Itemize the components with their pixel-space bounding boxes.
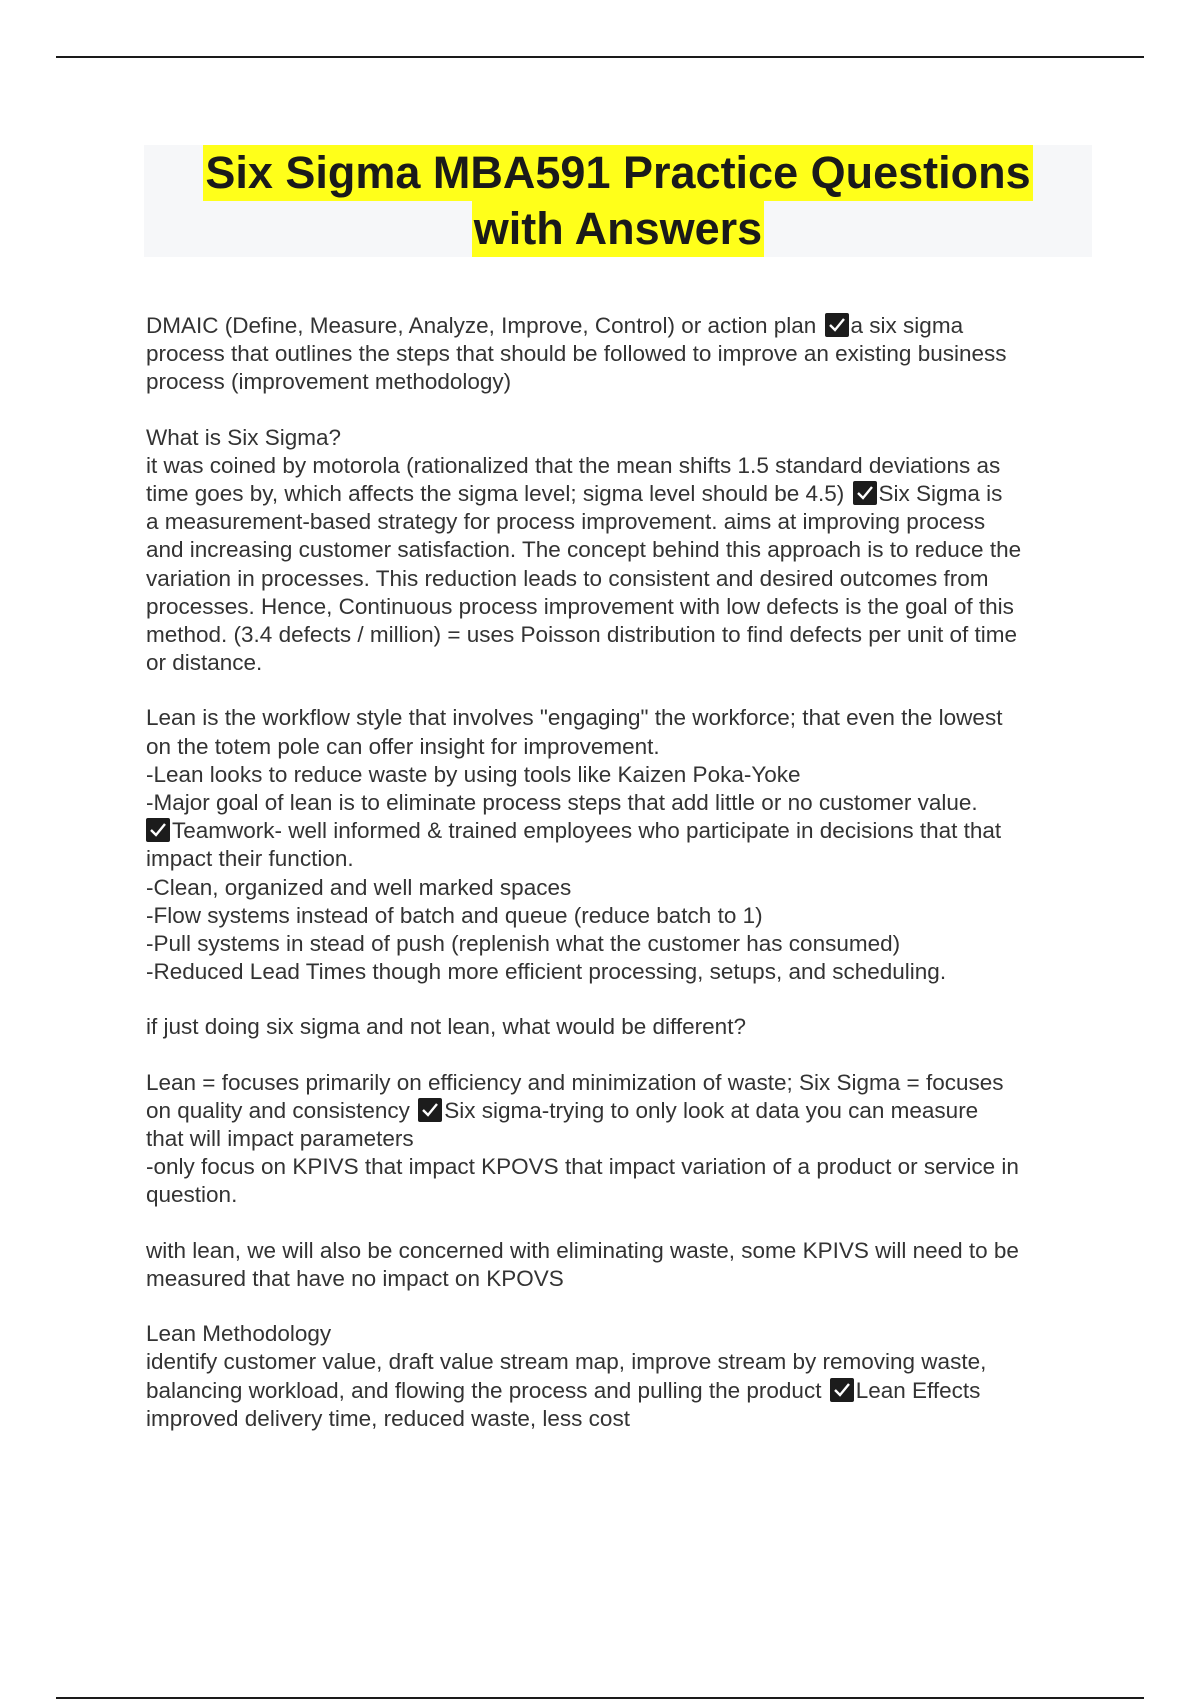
- answer-text: impact their function.: [146, 846, 354, 872]
- qa-lean-waste-note: [146, 1237, 1094, 1293]
- question-text: balancing workload, and flowing the process and pulling the product: [146, 1377, 822, 1403]
- checkbox-checked-icon: [825, 313, 849, 337]
- checkbox-checked-icon: [830, 1378, 854, 1402]
- answer-text: a six sigma: [850, 313, 964, 338]
- answer-text: method. (3.4 defects / million) = uses Poisson distribution to find defects per unit of time: [146, 622, 1018, 648]
- checkbox-checked-icon: [418, 1098, 442, 1122]
- qa-lean-methodology: [146, 1320, 1094, 1433]
- question-text: identify customer value, draft value stream map, improve stream by removing waste,: [146, 1349, 987, 1375]
- title-banner: [144, 145, 1092, 257]
- question-text: on quality and consistency: [146, 1097, 410, 1123]
- answer-text: Teamwork- well informed & trained employees who participate in decisions that that: [172, 818, 1002, 844]
- answer-text: process that outlines the steps that should be followed to improve an existing business: [146, 341, 1007, 367]
- answer-text: processes. Hence, Continuous process improvement with low defects is the goal of this: [146, 593, 1014, 619]
- question-text: time goes by, which affects the sigma level; sigma level should be 4.5): [146, 481, 845, 507]
- qa-dmaic: [146, 312, 1094, 397]
- question-text: -Major goal of lean is to eliminate process steps that add little or no customer value.: [146, 790, 978, 816]
- answer-text: -Pull systems in stead of push (replenish what the customer has consumed): [146, 931, 901, 957]
- question-text: DMAIC (Define, Measure, Analyze, Improve, Control) or action plan: [146, 313, 817, 338]
- answer-text: variation in processes. This reduction leads to consistent and desired outcomes from: [146, 565, 989, 591]
- document-title-line-2: with Answers: [472, 201, 764, 257]
- qa-what-is-six-sigma: [146, 424, 1094, 678]
- qa-lean-vs-six-sigma-focus: [146, 1069, 1094, 1210]
- answer-text: and increasing customer satisfaction. The concept behind this approach is to reduce the: [146, 537, 1022, 563]
- question-text: on the totem pole can offer insight for improvement.: [146, 733, 660, 759]
- answer-text: -Clean, organized and well marked spaces: [146, 874, 572, 900]
- answer-text: a measurement-based strategy for process improvement. aims at improving process: [146, 509, 986, 535]
- question-text: -Lean looks to reduce waste by using tools like Kaizen Poka-Yoke: [146, 761, 801, 787]
- answer-text: process (improvement methodology): [146, 369, 512, 395]
- answer-text: measured that have no impact on KPOVS: [146, 1265, 564, 1291]
- answer-text: Six sigma-trying to only look at data you can measure: [444, 1097, 979, 1123]
- question-text: Lean is the workflow style that involves "engaging" the workforce; that even the lowest: [146, 705, 1003, 731]
- answer-text: that will impact parameters: [146, 1126, 414, 1152]
- answer-text: -only focus on KPIVS that impact KPOVS that impact variation of a product or service in: [146, 1154, 1019, 1180]
- answer-text: or distance.: [146, 650, 263, 676]
- answer-text: -Reduced Lead Times though more efficient processing, setups, and scheduling.: [146, 959, 947, 985]
- qa-six-sigma-vs-lean: [146, 1013, 1094, 1041]
- question-text: What is Six Sigma?: [146, 424, 342, 450]
- top-divider: [56, 56, 1144, 58]
- question-text: if just doing six sigma and not lean, what would be different?: [146, 1014, 746, 1040]
- checkbox-checked-icon: [853, 481, 877, 505]
- answer-text: with lean, we will also be concerned with eliminating waste, some KPIVS will need to be: [146, 1237, 1019, 1263]
- bottom-divider: [56, 1697, 1144, 1699]
- question-text: it was coined by motorola (rationalized that the mean shifts 1.5 standard deviations as: [146, 452, 1001, 478]
- document-body: [146, 312, 1094, 1460]
- question-text: Lean Methodology: [146, 1321, 332, 1347]
- answer-text: Lean Effects: [855, 1377, 981, 1403]
- answer-text: -Flow systems instead of batch and queue (reduce batch to 1): [146, 902, 763, 928]
- answer-text: Six Sigma is: [878, 481, 1003, 507]
- checkbox-checked-icon: [146, 818, 170, 842]
- answer-text: improved delivery time, reduced waste, less cost: [146, 1405, 630, 1431]
- answer-text: question.: [146, 1182, 238, 1208]
- document-title-line-1: Six Sigma MBA591 Practice Questions: [203, 145, 1032, 201]
- qa-lean-workflow: [146, 704, 1094, 986]
- question-text: Lean = focuses primarily on efficiency and minimization of waste; Six Sigma = focuses: [146, 1069, 1004, 1095]
